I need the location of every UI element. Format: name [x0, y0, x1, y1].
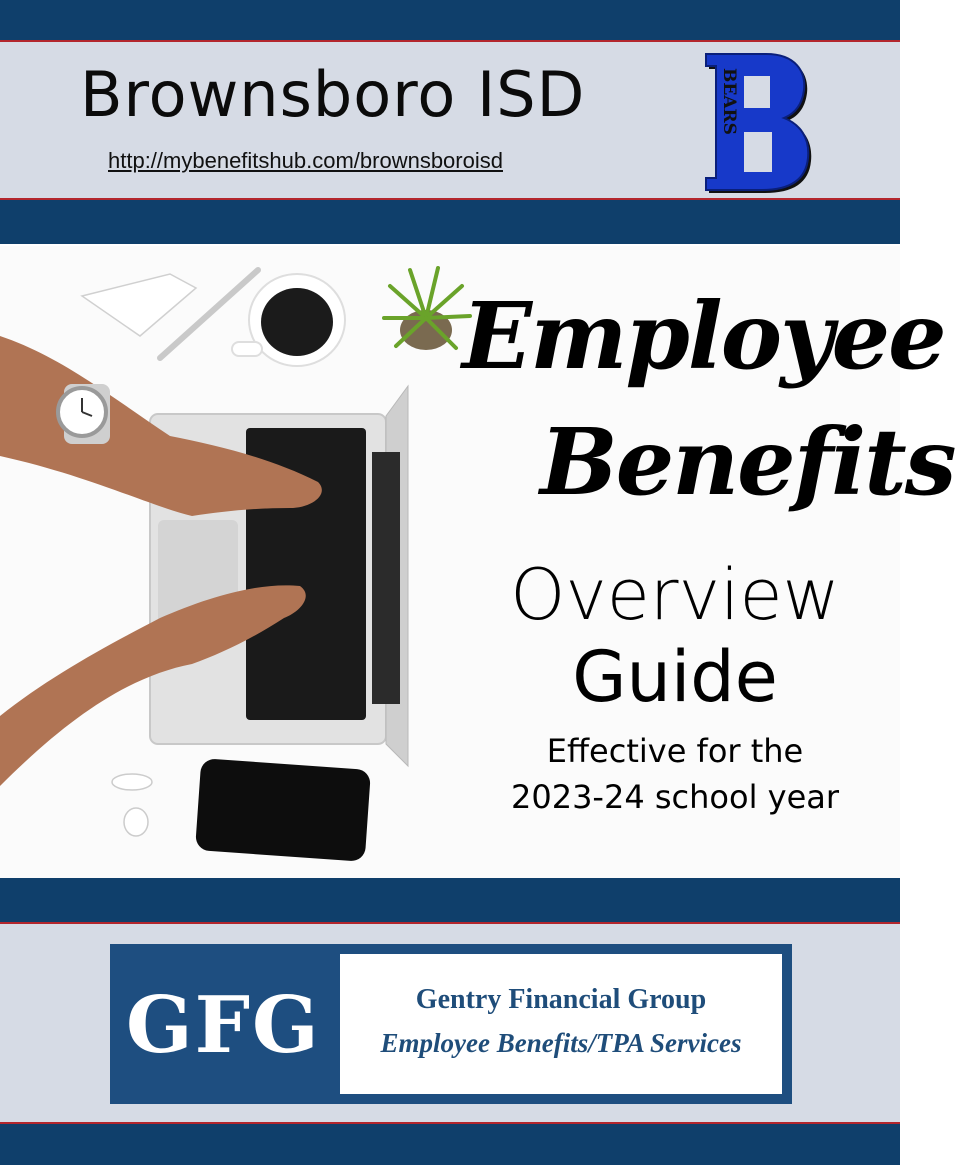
earbuds-icon — [112, 774, 152, 836]
title-line-overview: Overview — [510, 554, 840, 636]
top-band — [0, 0, 900, 40]
benefits-hub-link[interactable]: http://mybenefitshub.com/brownsboroisd — [108, 148, 503, 173]
gfg-logo-letters: GFG — [126, 980, 321, 1071]
company-name: Gentry Financial Group — [415, 984, 707, 1015]
phone-icon — [195, 758, 371, 862]
district-name: Brownsboro ISD — [80, 58, 586, 131]
header-bottom-band — [0, 200, 900, 244]
footer-bottom-band — [0, 1124, 900, 1165]
plant-icon — [384, 268, 470, 350]
notepad-icon — [82, 274, 196, 336]
title-line-guide: Guide — [572, 636, 778, 718]
bears-logo-text: BEARS — [719, 68, 739, 135]
bears-logo — [700, 46, 812, 194]
watch-icon — [58, 384, 110, 444]
effective-line-2: 2023-24 school year — [510, 778, 840, 816]
title-line-benefits: Benefits — [540, 408, 955, 516]
title-line-employee: Employee — [462, 282, 945, 390]
gfg-name-panel — [340, 954, 782, 1094]
effective-line-1: Effective for the — [546, 732, 804, 770]
footer-top-band — [0, 878, 900, 922]
company-tagline: Employee Benefits/TPA Services — [380, 1028, 742, 1058]
